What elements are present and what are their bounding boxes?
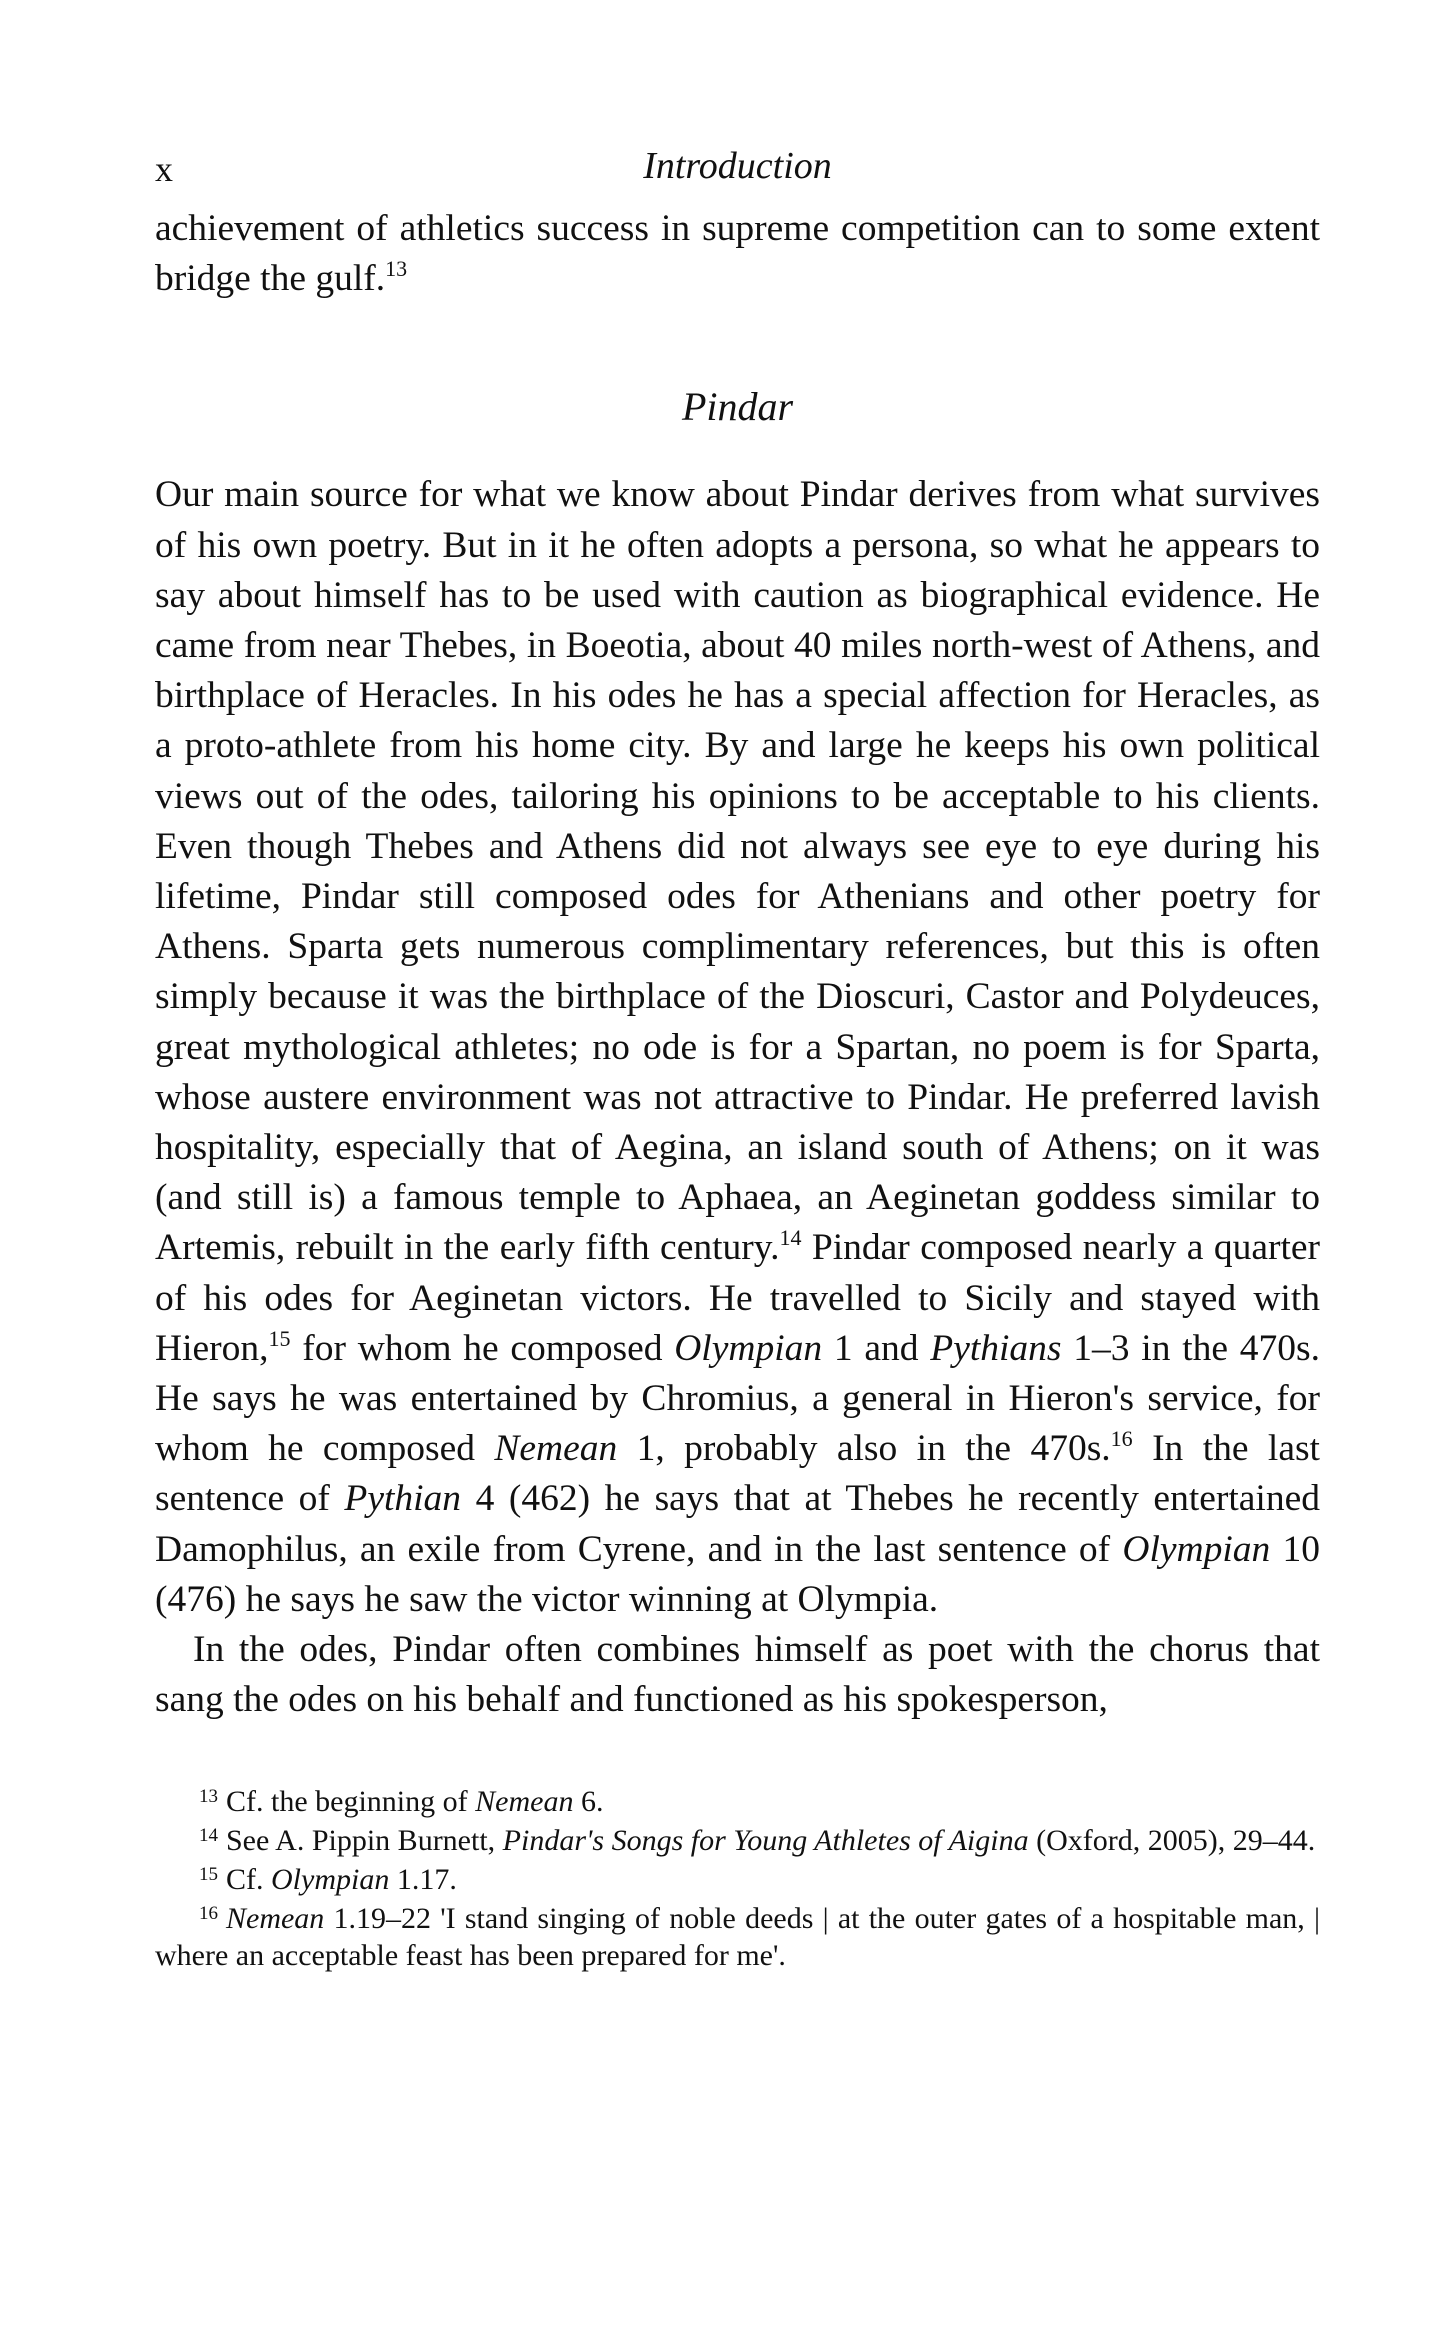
note-ref-15: 15 — [268, 1325, 291, 1351]
work-title-olympian: Olympian — [674, 1327, 823, 1369]
p1-text-6: 1, probably also in the 470s. — [617, 1428, 1111, 1470]
footnote-text-end: 1.19–22 'I stand singing of noble deeds | at the outer gates of a hospitable man, | where an acceptable feast has been prepared for me'. — [155, 1902, 1320, 1973]
p1-text-3: for whom he composed — [290, 1327, 675, 1369]
work-title-olympian-2: Olympian — [1122, 1528, 1271, 1570]
page-number: x — [155, 149, 173, 189]
footnote-16 — [155, 1900, 1320, 1974]
footnote-number: 15 — [199, 1864, 218, 1886]
note-ref-16: 16 — [1110, 1426, 1133, 1452]
section-heading: Pindar — [681, 384, 794, 430]
continuation-paragraph — [155, 204, 1320, 304]
footnote-text-end: (Oxford, 2005), 29–44. — [1028, 1824, 1316, 1858]
footnote-text: Cf. the beginning of — [226, 1785, 476, 1819]
p1-text-4: 1 and — [822, 1327, 931, 1369]
p1-text-5: 1–3 in the 470s. He says he was entertained by Chromius, a general in Hieron's service, for whom he composed — [155, 1327, 1321, 1470]
p1-text-7: In the last sentence of — [155, 1428, 1320, 1520]
paragraph-2: In the odes, Pindar often combines himself as poet with the chorus that sang the odes on his behalf and functioned as his spokesperson, — [155, 1629, 1320, 1721]
footnote-text: Cf. — [226, 1863, 271, 1897]
continuation-text: achievement of athletics success in supreme competition can to some extent bridge the gulf. — [155, 208, 1320, 300]
footnote-number: 13 — [199, 1786, 218, 1808]
running-title: Introduction — [643, 145, 832, 187]
footnote-13 — [155, 1783, 1320, 1820]
footnote-15 — [155, 1861, 1320, 1898]
footnote-text-end: 1.17. — [389, 1863, 457, 1897]
work-title-nemean: Nemean — [494, 1428, 618, 1470]
note-ref-13: 13 — [385, 256, 408, 282]
footnote-work-title: Pindar's Songs for Young Athletes of Aigina — [502, 1824, 1029, 1858]
body-text — [155, 204, 1320, 1725]
footnote-work-title: Nemean — [226, 1902, 325, 1936]
p1-text-2: Pindar composed nearly a quarter of his odes for Aeginetan victors. He travelled to Sicily and stayed with Hieron, — [155, 1227, 1321, 1369]
running-head — [155, 140, 1320, 192]
p1-text-9: 10 (476) he says he saw the victor winning at Olympia. — [155, 1528, 1321, 1620]
p1-text-1: Our main source for what we know about Pindar derives from what survives of his own poetry. But in it he often adopts a persona, so what he appears to say about himself has to be used with caution as biographical evidence. He came from near Thebes, in Boeotia, about 40 miles north-west of Athens, and birthplace of Heracles. In his odes he has a special affection for Heracles, as a proto-athlete from his home city. By and large he keeps his own political views out of the odes, tailoring his opinions to be acceptable to his clients. Even though Thebes and Athens did not always see eye to eye during his lifetime, Pindar still composed odes for Athenians and other poetry for Athens. Sparta gets numerous complimentary references, but this is often simply because it was the birthplace of the Dioscuri, Castor and Polydeuces, great mythological athletes; no ode is for a Spartan, no poem is for Sparta, whose austere environment was not attractive to Pindar. He preferred lavish hospitality, especially that of Aegina, an island south of Athens; on it was (and still is) a famous temple to Aphaea, an Aeginetan goddess similar to Artemis, rebuilt in the early fifth century. — [155, 474, 1320, 1269]
footnote-text: See A. Pippin Burnett, — [226, 1824, 503, 1858]
paragraph-1 — [155, 470, 1320, 1625]
work-title-pythians: Pythians — [930, 1327, 1062, 1369]
note-ref-14: 14 — [779, 1225, 802, 1251]
footnote-text-end: 6. — [573, 1785, 604, 1819]
work-title-pythian: Pythian — [344, 1478, 462, 1520]
footnote-work-title: Olympian — [271, 1863, 390, 1897]
footnote-work-title: Nemean — [475, 1785, 574, 1819]
footnote-number: 14 — [199, 1825, 218, 1847]
footnotes — [155, 1783, 1320, 1974]
p1-text-8: 4 (462) he says that at Thebes he recently entertained Damophilus, an exile from Cyrene, and in the last sentence of — [155, 1478, 1320, 1570]
footnote-number: 16 — [199, 1903, 218, 1925]
book-page — [155, 140, 1320, 1976]
footnote-14 — [155, 1822, 1320, 1859]
